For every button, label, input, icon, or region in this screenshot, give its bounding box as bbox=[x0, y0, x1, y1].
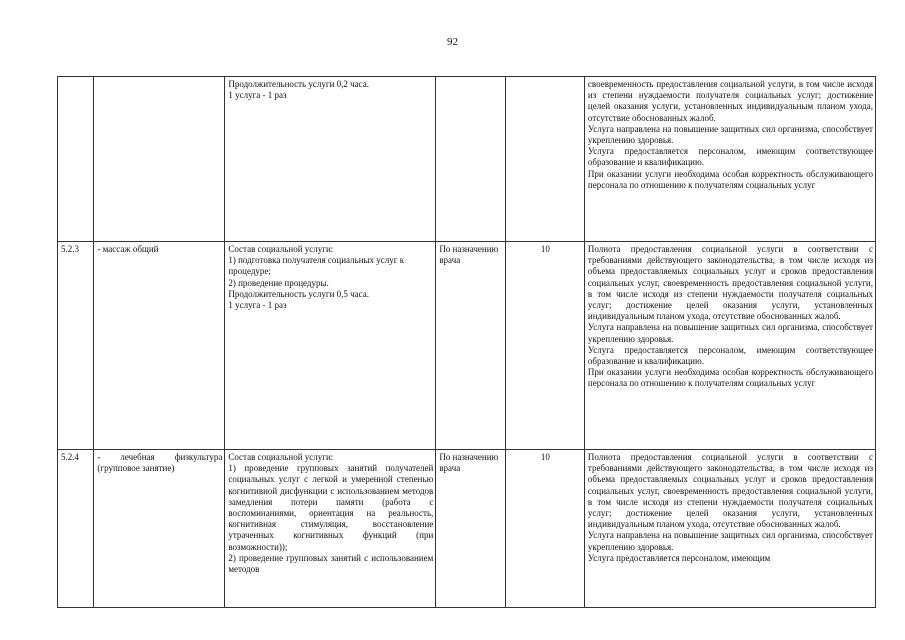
quality-paragraph: Услуга направлена на повышение защитных сил организма, способствует укреплению здоровья. bbox=[587, 322, 873, 344]
service-name-cell bbox=[94, 77, 225, 242]
services-table bbox=[57, 76, 876, 608]
quality-paragraph: При оказании услуги необходима особая корректность обслуживающего персонала по отношению к получателям социальных услуг bbox=[587, 168, 873, 190]
volume-cell: 10 bbox=[505, 450, 584, 608]
description-line: 2) проведение групповых занятий с использованием методов bbox=[228, 552, 434, 575]
quality-paragraph: При оказании услуги необходима особая корректность обслуживающего персонала по отношению к получателям социальных услуг bbox=[587, 367, 873, 389]
quality-criteria-cell bbox=[584, 450, 875, 608]
service-description-cell bbox=[225, 77, 436, 242]
description-line: 1 услуга - 1 раз bbox=[228, 90, 287, 101]
description-line: Состав социальной услуги: bbox=[228, 244, 334, 254]
table-row bbox=[58, 242, 876, 450]
quality-paragraph: Услуга предоставляется персоналом, имеющим соответствующее образование и квалификацию. bbox=[587, 146, 873, 168]
quality-paragraph: Полнота предоставления социальной услуги в соответствии с требованиями действующего законодательства, в том числе исходя из объема предоставляемых социальных услуг и сроков предоставления социальных услуг, своевременность предоставления социальной услуги, в том числе исходя из степени нуждаемости получателя социальных услуг; достижение целей оказания услуги, установленных индивидуальным планом ухода, отсутствие обоснованных жалоб. bbox=[587, 452, 873, 530]
description-line: 1 услуга - 1 раз bbox=[228, 300, 287, 311]
quality-paragraph: Услуга направлена на повышение защитных сил организма, способствует укреплению здоровья. bbox=[587, 123, 873, 146]
periodicity-cell: По назначению врача bbox=[436, 242, 506, 450]
periodicity-cell bbox=[436, 77, 506, 242]
quality-paragraph: Полнота предоставления социальной услуги в соответствии с требованиями действующего законодательства, в том числе исходя из объема предоставляемых социальных услуг и сроков предоставления социальных услуг, своевременность предоставления социальной услуги, в том числе исходя из степени нуждаемости получателя социальных услуг; достижение целей оказания услуги, установленных индивидуальным планом ухода, отсутствие обоснованных жалоб. bbox=[587, 244, 873, 322]
page-number: 92 bbox=[447, 36, 458, 48]
quality-criteria-cell bbox=[584, 77, 875, 242]
table-row bbox=[58, 77, 876, 242]
description-line: 2) проведение процедуры. bbox=[228, 277, 329, 288]
description-line: 1) проведение групповых занятий получателей социальных услуг с легкой и умеренной степенью когнитивной дисфункции с использованием методов замедления потери памяти (работа с воспоминаниями, ориентация на реальность, когнитивная стимуляция, восстановление утраченных когнитивных функций (при возможности)); bbox=[228, 463, 434, 552]
quality-paragraph: Услуга направлена на повышение защитных сил организма, способствует укреплению здоровья. bbox=[587, 530, 873, 552]
description-line: 1) подготовка получателя социальных услуг к процедуре; bbox=[228, 255, 405, 277]
periodicity-cell: По назначению врача bbox=[436, 450, 506, 608]
service-description-cell bbox=[225, 450, 436, 608]
description-line: Состав социальной услуги: bbox=[228, 452, 334, 462]
volume-cell bbox=[505, 77, 584, 242]
table-row bbox=[58, 450, 876, 608]
quality-paragraph: Услуга предоставляется персоналом, имеющим соответствующее образование и квалификацию. bbox=[587, 344, 873, 367]
description-line: Продолжительность услуги 0,2 часа. bbox=[228, 79, 370, 89]
description-line: Продолжительность услуги 0,5 часа. bbox=[228, 288, 370, 299]
service-description-cell bbox=[225, 242, 436, 450]
service-name-cell: - лечебная физкультура (групповое занятие) bbox=[94, 450, 225, 608]
service-number-cell bbox=[58, 77, 94, 242]
service-number-cell: 5.2.3 bbox=[58, 242, 94, 450]
service-number-cell: 5.2.4 bbox=[58, 450, 94, 608]
quality-paragraph: своевременность предоставления социальной услуги, в том числе исходя из степени нуждаемости получателя социальных услуг; достижение целей оказания услуги, установленных индивидуальным планом ухода, отсутствие обоснованных жалоб. bbox=[587, 79, 873, 123]
volume-cell: 10 bbox=[505, 242, 584, 450]
quality-paragraph: Услуга предоставляется персоналом, имеющим bbox=[587, 552, 771, 563]
service-name-cell: - массаж общий bbox=[94, 242, 225, 450]
quality-criteria-cell bbox=[584, 242, 875, 450]
